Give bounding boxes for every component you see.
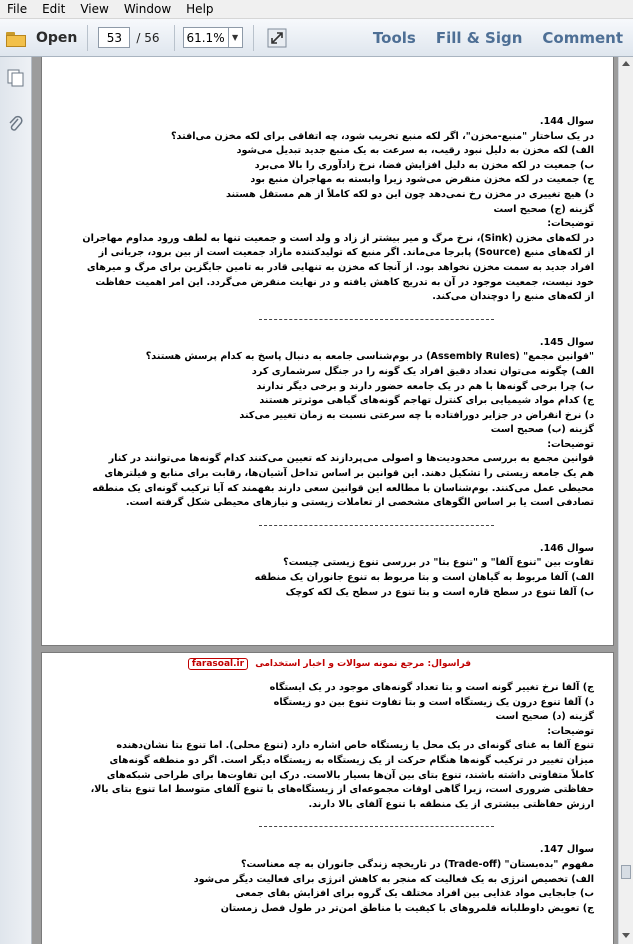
page-content	[50, 115, 594, 600]
text-line: الف) لکه مخزن به دلیل نبود رقیب، به سرعت به یک منبع جدید تبدیل می‌شود	[236, 145, 594, 157]
pdf-page	[42, 653, 613, 944]
text-line: تفاوت بین "تنوع آلفا" و "تنوع بتا" در بررسی تنوع زیستی چیست؟	[283, 557, 594, 569]
text-line: حفاظتی ضروری است، زیرا گاهی اوقات مجموعه‌ای از زیستگاه‌های با تنوع آلفای متوسط اما تنوع بتای بالا،	[90, 784, 594, 796]
document-viewer[interactable]	[32, 57, 618, 944]
fill-sign-button[interactable]: Fill & Sign	[435, 28, 523, 47]
text-line: در یک ساختار "منبع-مخزن"، اگر لکه منبع تخریب شود، چه اتفاقی برای لکه مخزن می‌افتد؟	[170, 130, 594, 142]
text-line: "قوانین مجمع" (Assembly Rules) در بوم‌شناسی جامعه به دنبال پاسخ به کدام پرسش هستند؟	[145, 351, 594, 363]
fit-page-button[interactable]	[264, 25, 290, 51]
zoom-value: 61.1%	[186, 30, 225, 45]
page-thumbnails-icon[interactable]	[7, 69, 24, 87]
text-line: د) هیچ تغییری در مخزن رخ نمی‌دهد چون این دو لکه کاملاً از هم مستقل هستند	[225, 188, 594, 200]
pdf-page	[42, 57, 613, 645]
menu-bar	[0, 0, 633, 19]
text-line: ارزش حفاظتی بیشتری از یک منطقه با تنوع آلفای بالا دارند.	[308, 798, 594, 810]
toolbar	[0, 19, 633, 57]
text-line: خود نیست، جمعیت موجود در آن به تدریج کاهش یافته و در نهایت منقرض می‌گردد. این امر اهمیت حفاظت	[95, 276, 594, 288]
text-line: مفهوم "بده‌بستان" (Trade-off) در تاریخچه زندگی جانوران به چه معناست؟	[240, 858, 594, 870]
comment-button[interactable]: Comment	[542, 28, 623, 47]
text-line: ب) آلفا تنوع در سطح قاره است و بتا تنوع در سطح یک لکه کوچک	[285, 586, 594, 598]
text-line: توضیحات:	[547, 438, 594, 450]
attachment-icon[interactable]	[7, 115, 24, 133]
text-line: ج) جمعیت در لکه مخزن منقرض می‌شود زیرا وابسته به مهاجران منبع بود	[250, 174, 594, 186]
tools-button[interactable]: Tools	[372, 28, 416, 47]
text-line: ج) کدام مواد شیمیایی برای کنترل تهاجم گونه‌های گیاهی موثرتر هستند	[259, 395, 594, 407]
question-title: سوال 146.	[539, 542, 594, 554]
text-line: قوانین مجمع به بررسی محدودیت‌ها و اصولی می‌پردازند که تعیین می‌کنند کدام گونه‌ها می‌توانند در کنار	[108, 453, 594, 465]
page-content	[50, 681, 594, 916]
text-line: از لکه‌های منبع را دوچندان می‌کند.	[432, 291, 594, 303]
text-line: تصادفی است یا بر اساس الگوهای مشخصی از تعاملات زیستی و نیازهای محیطی شکل گرفته است.	[125, 497, 594, 509]
menu-view[interactable]: View	[80, 2, 109, 16]
text-line: الف) تخصیص انرژی به یک فعالیت که منجر به کاهش انرژی برای فعالیت دیگر می‌شود	[193, 873, 594, 885]
scroll-up-icon[interactable]	[622, 61, 630, 66]
text-line: هم یک جامعه زیستی را تشکیل دهند. این قوانین بر اساس تداخل آشیان‌ها، رقابت برای منابع و فیلترهای	[104, 468, 594, 480]
text-line: د) آلفا تنوع درون یک زیستگاه است و بتا تفاوت تنوع بین دو زیستگاه	[273, 696, 594, 708]
toolbar-divider	[174, 25, 175, 51]
header-site-link[interactable]: farasoal.ir	[188, 658, 248, 670]
text-line: گزینه (ج) صحیح است	[493, 203, 594, 215]
vertical-scrollbar[interactable]	[618, 57, 633, 944]
text-line: ج) آلفا نرخ تغییر گونه است و بتا تعداد گونه‌های موجود در یک ایستگاه	[269, 682, 594, 693]
text-line: افراد جدید به سمت مخزن نخواهد بود. از آنجا که مخزن به تنهایی قادر به تامین جایگزین برای مرگ و میرهای	[86, 261, 594, 273]
text-line: تنوع آلفا به غنای گونه‌ای در یک محل یا زیستگاه خاص اشاره دارد (تنوع محلی). اما تنوع بتا نشان‌دهنده	[116, 740, 594, 752]
text-line: الف) چگونه می‌توان تعداد دقیق افراد یک گونه را در جنگل سرشماری کرد	[251, 365, 594, 377]
question-title: سوال 145.	[539, 336, 594, 348]
text-line: از لکه‌های منبع (Source) پابرجا می‌ماند. اگر منبع که تولیدکننده مازاد جمعیت است از بین برود، جریانی از	[98, 247, 594, 259]
toolbar-divider	[253, 25, 254, 51]
text-line: در لکه‌های مخزن (Sink)، نرخ مرگ و میر بیشتر از زاد و ولد است و جمعیت تنها به لطف ورود مداوم مهاجران	[82, 232, 594, 244]
page-number-input[interactable]: 53	[98, 27, 130, 48]
question-title: سوال 147.	[539, 844, 594, 856]
open-button[interactable]	[6, 30, 77, 46]
text-line: توضیحات:	[547, 725, 594, 737]
navigation-pane	[0, 57, 32, 944]
dashed-divider	[259, 826, 494, 827]
text-line: توضیحات:	[547, 218, 594, 230]
menu-window[interactable]: Window	[123, 2, 172, 16]
folder-icon	[6, 30, 26, 46]
text-line: د) نرخ انقراض در جزایر دورافتاده با چه سرعتی نسبت به زمان تغییر می‌کند	[239, 409, 594, 421]
scrollbar-thumb[interactable]	[621, 865, 631, 879]
menu-help[interactable]: Help	[186, 2, 214, 16]
text-line: کاملاً متفاوتی داشته باشند، تنوع بتای بین آن‌ها بسیار بالاست. درک این تفاوت‌ها برای طراحی شبکه‌های	[106, 769, 594, 781]
scroll-down-icon[interactable]	[622, 933, 630, 938]
dashed-divider	[259, 525, 494, 526]
zoom-select[interactable]	[183, 27, 243, 48]
dashed-divider	[259, 319, 494, 320]
expand-arrows-icon	[267, 28, 287, 48]
text-line: ب) چرا برخی گونه‌ها با هم در یک جامعه حضور دارند و برخی دیگر ندارند	[256, 380, 594, 392]
text-line: ج) تعویض داوطلبانه قلمروهای با کیفیت با مناطق امن‌تر در طول فصل زمستان	[220, 902, 594, 914]
text-line: الف) آلفا مربوط به گیاهان است و بتا مربوط به تنوع جانوران یک منطقه	[254, 572, 594, 584]
question-title: سوال 144.	[539, 116, 594, 127]
text-line: گزینه (د) صحیح است	[495, 711, 594, 723]
open-label: Open	[36, 29, 78, 46]
page-header	[42, 659, 613, 669]
page-total: / 56	[136, 30, 160, 45]
menu-file[interactable]: File	[7, 2, 28, 16]
chevron-down-icon[interactable]: ▼	[228, 28, 242, 47]
text-line: ب) جمعیت در لکه مخزن به دلیل افزایش فضا، نرخ زادآوری را بالا می‌برد	[254, 159, 594, 171]
text-line: محیطی عمل می‌کنند. بوم‌شناسان با مطالعه این قوانین سعی دارند بفهمند که آیا ترکیب گونه‌ای یک منطقه	[92, 482, 594, 494]
text-line: ب) جابجایی مواد غذایی بین افراد مختلف یک گروه برای افزایش بقای جمعی	[235, 888, 594, 900]
text-line: میزان تغییر در ترکیب گونه‌ها هنگام حرکت از یک زیستگاه به زیستگاه دیگر است. اگر دو منطقه گونه‌های	[109, 754, 594, 766]
menu-edit[interactable]: Edit	[42, 2, 66, 16]
header-text: فراسوال: مرجع نمونه سوالات و اخبار استخدامی	[255, 659, 472, 669]
toolbar-divider	[87, 25, 88, 51]
text-line: گزینه (ب) صحیح است	[490, 424, 594, 436]
